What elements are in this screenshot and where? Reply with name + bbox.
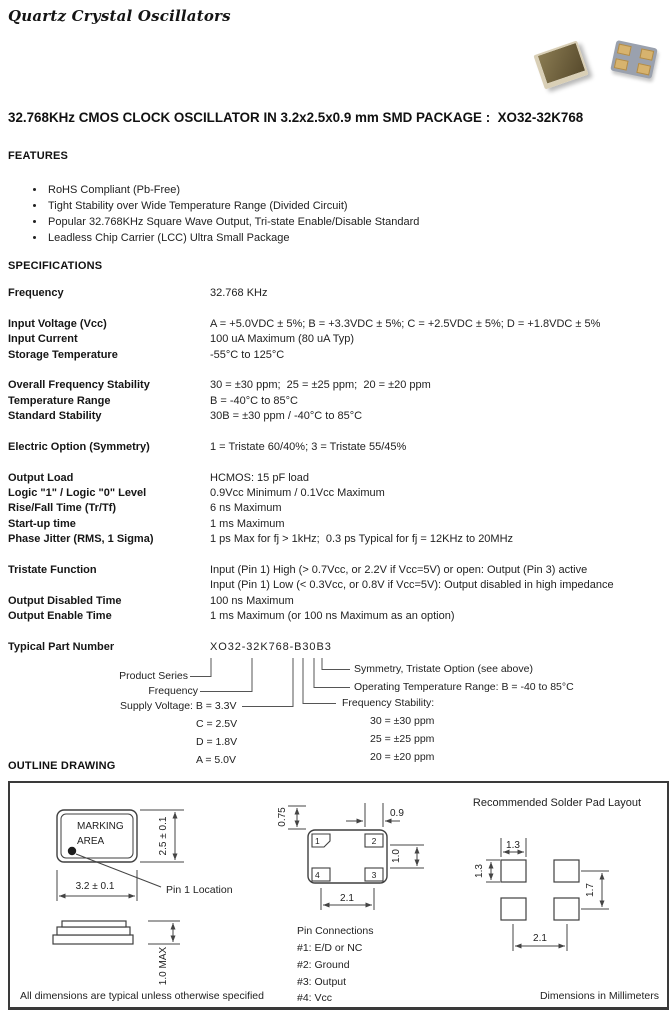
feature-item: • RoHS Compliant (Pb-Free) [46,182,419,198]
spec-label [8,578,210,593]
feature-item: • Tight Stability over Wide Temperature Range (Divided Circuit) [46,198,419,214]
dim-pad-gap-label: 1.0 [391,849,402,863]
spec-row [8,548,668,563]
spec-value [210,363,668,378]
spec-value: A = +5.0VDC ± 5%; B = +3.3VDC ± 5%; C = +2.5VDC ± 5%; D = +1.8VDC ± 5% [210,317,601,330]
spec-value: 1 = Tristate 60/40%; 3 = Tristate 55/45% [210,440,407,453]
spec-label: Temperature Range [8,394,111,407]
spec-label: Storage Temperature [8,348,118,361]
spec-row [8,394,668,409]
pin-connection-1: #1: E/D or NC [297,942,363,954]
features-list [24,182,419,246]
dim-pad-width-label: 0.9 [390,808,404,819]
dim-body-width-label: 3.2 ± 0.1 [75,881,115,892]
dim-body-thickness-label: 1.0 MAX [158,946,169,986]
callout-supply-option: D = 1.8V [196,736,238,748]
spec-row [8,409,668,424]
callout-supply-voltage: Supply Voltage: B = 3.3V [120,700,237,712]
spec-value: 0.9Vcc Minimum / 0.1Vcc Maximum [210,487,385,500]
spec-value [210,425,668,440]
pad-number-4: 4 [315,870,320,880]
spec-row [8,348,668,363]
callout-stability-option: 20 = ±20 ppm [370,751,435,763]
spec-value: Input (Pin 1) High (> 0.7Vcc, or 2.2V if Vcc=5V) or open: Output (Pin 3) active [210,564,588,577]
dim-solder-pad-width-label: 1.3 [506,840,520,851]
spec-value [210,625,668,640]
spec-label: Rise/Fall Time (Tr/Tf) [8,502,116,515]
spec-row [8,286,668,301]
outline-drawing-heading: OUTLINE DRAWING [8,760,116,772]
spec-label: Typical Part Number [8,640,115,653]
spec-value: Input (Pin 1) Low (< 0.3Vcc, or 0.8V if Vcc=5V): Output disabled in high impedance [210,579,614,592]
callout-stability-option: 30 = ±30 ppm [370,715,435,727]
spec-value: XO32-32K768-B30B3 [210,640,332,653]
spec-label: Logic "1" / Logic "0" Level [8,487,147,500]
spec-row [8,532,668,547]
spec-row [8,517,668,532]
oscillator-photo-top-view [533,40,588,89]
spec-row [8,609,668,624]
spec-value: 1 ms Maximum (or 100 ns Maximum as an option) [210,610,455,623]
spec-row [8,471,668,486]
spec-value [210,548,668,563]
spec-label: Output Load [8,471,74,484]
spec-label: Tristate Function [8,564,97,577]
dim-pad-pitch-label: 2.1 [340,893,354,904]
spec-row [8,594,668,609]
spec-row [8,486,668,501]
spec-label: Phase Jitter (RMS, 1 Sigma) [8,533,154,546]
spec-label: Output Disabled Time [8,594,122,607]
feature-item: • Leadless Chip Carrier (LCC) Ultra Small Package [46,230,419,246]
chip-pad [636,63,651,75]
spec-row [8,440,668,455]
callout-frequency: Frequency [148,685,198,697]
dim-body-height-label: 2.5 ± 0.1 [158,816,169,856]
spec-row [8,378,668,393]
outline-drawing-frame [8,781,669,1010]
oscillator-photo-bottom-view [610,40,658,79]
features-heading: FEATURES [8,150,69,162]
dim-solder-horizontal-pitch-label: 2.1 [533,933,547,944]
callout-symmetry: Symmetry, Tristate Option (see above) [354,663,533,675]
pin-connections-heading: Pin Connections [297,925,374,937]
specifications-table [8,286,668,655]
chip-pad [639,48,654,60]
callout-supply-option: C = 2.5V [196,718,238,730]
pad-number-2: 2 [371,836,377,846]
spec-value: 30B = ±30 ppm / -40°C to 85°C [210,410,363,423]
pin-connection-3: #3: Output [297,976,347,988]
spec-row [8,563,668,578]
callout-supply-option: A = 5.0V [196,754,236,766]
dim-pad-top-offset-label: 0.75 [277,807,288,827]
page-title: 32.768KHz CMOS CLOCK OSCILLATOR IN 3.2x2.5x0.9 mm SMD PACKAGE : XO32-32K768 [8,110,584,125]
spec-value: 1 ps Max for fj > 1kHz; 0.3 ps Typical for fj = 12KHz to 20MHz [210,533,514,546]
spec-label: Overall Frequency Stability [8,379,150,392]
spec-row [8,332,668,347]
spec-row [8,501,668,516]
pad-number-3: 3 [371,870,377,880]
spec-label [8,625,210,640]
spec-row [8,455,668,470]
spec-value: 100 ns Maximum [210,594,294,607]
spec-label: Input Current [8,333,78,346]
spec-value: 32.768 KHz [210,287,268,299]
spec-value: 100 uA Maximum (80 uA Typ) [210,333,355,346]
dim-solder-pad-height-label: 1.3 [474,864,485,878]
spec-label: Electric Option (Symmetry) [8,440,150,453]
dimensions-note-left: All dimensions are typical unless otherwise specified [20,990,264,1002]
callout-stability-heading: Frequency Stability: [342,697,435,709]
pin-connection-2: #2: Ground [297,959,350,971]
spec-row [8,578,668,593]
feature-item: • Popular 32.768KHz Square Wave Output, Tri-state Enable/Disable Standard [46,214,419,230]
marking-area-label: MARKING [77,821,124,832]
marking-area-label: AREA [77,836,105,847]
spec-row [8,640,668,655]
spec-label: Standard Stability [8,410,102,423]
spec-label [8,455,210,470]
spec-value: B = -40°C to 85°C [210,394,298,407]
spec-value: -55°C to 125°C [210,348,285,361]
brand-title: Quartz Crystal Oscillators [8,7,231,25]
pad-number-1: 1 [315,836,320,846]
pin-connection-4: #4: Vcc [297,992,333,1004]
callout-op-temp-range: Operating Temperature Range: B = -40 to 85°C [354,681,574,693]
spec-label [8,301,210,316]
callout-stability-option: 25 = ±25 ppm [370,733,435,745]
dimensions-note-right: Dimensions in Millimeters [539,990,659,1002]
spec-label: Start-up time [8,517,76,530]
chip-pad [614,58,629,70]
callout-product-series: Product Series [119,670,188,682]
spec-label: Frequency [8,287,64,299]
spec-value: HCMOS: 15 pF load [210,471,310,484]
spec-row [8,301,668,316]
spec-row [8,317,668,332]
spec-value [210,301,668,316]
spec-label: Input Voltage (Vcc) [8,317,107,330]
spec-value: 6 ns Maximum [210,502,282,515]
spec-label [8,548,210,563]
spec-value [210,455,668,470]
spec-row [8,363,668,378]
dim-solder-vertical-pitch-label: 1.7 [585,883,596,897]
spec-label [8,363,210,378]
spec-label: Output Enable Time [8,610,112,623]
specifications-heading: SPECIFICATIONS [8,260,103,272]
solder-pad-layout-title: Recommended Solder Pad Layout [472,797,642,809]
pin1-location-label: Pin 1 Location [166,884,233,896]
spec-row [8,425,668,440]
spec-value: 1 ms Maximum [210,517,285,530]
spec-label [8,425,210,440]
spec-value: 30 = ±30 ppm; 25 = ±25 ppm; 20 = ±20 ppm [210,379,431,392]
chip-pad [617,44,632,56]
spec-row [8,625,668,640]
